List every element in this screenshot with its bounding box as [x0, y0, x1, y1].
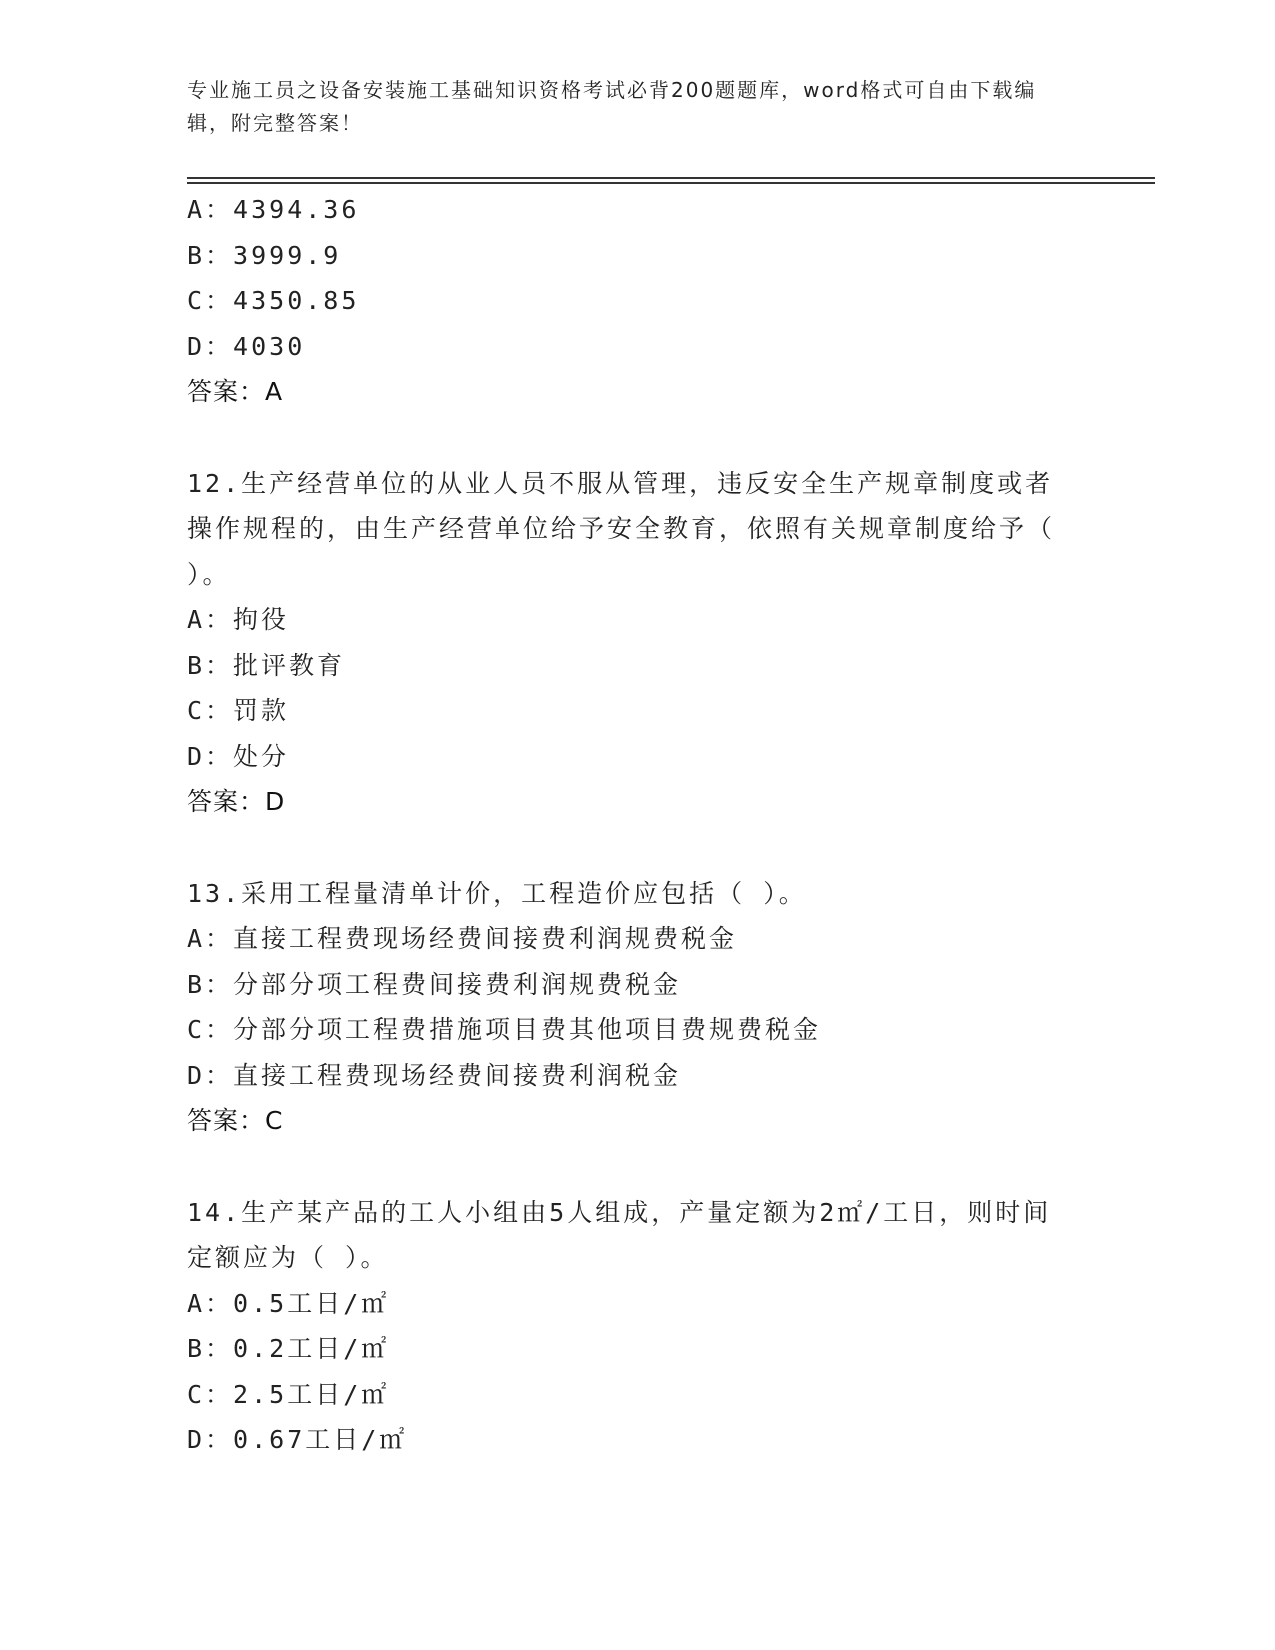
- question-12: [187, 461, 1087, 825]
- answer-line: 答案：C: [187, 1106, 284, 1135]
- question-13: [187, 871, 1087, 1144]
- option-a: A：直接工程费现场经费间接费利润规费税金: [187, 924, 738, 953]
- option-a: A：4394.36: [187, 195, 360, 224]
- question-text: 12.生产经营单位的从业人员不服从管理，违反安全生产规章制度或者操作规程的，由生产经营单位给予安全教育，依照有关规章制度给予（ ）。: [187, 468, 1056, 589]
- option-d: D：直接工程费现场经费间接费利润税金: [187, 1060, 682, 1090]
- option-c: C：4350.85: [187, 286, 360, 315]
- spacer: [187, 825, 1087, 871]
- question-list: [187, 187, 1087, 1463]
- answer-line: 答案：D: [187, 787, 286, 816]
- option-d: D：0.67工日/㎡: [187, 1425, 408, 1454]
- spacer: [187, 415, 1087, 461]
- option-c: C：罚款: [187, 696, 290, 725]
- header-divider-bottom: [187, 182, 1155, 184]
- answer-line: 答案：A: [187, 377, 284, 406]
- option-a: A：拘役: [187, 605, 290, 634]
- option-c: C：分部分项工程费措施项目费其他项目费规费税金: [187, 1015, 822, 1044]
- question-11: [187, 187, 1087, 415]
- option-c: C：2.5工日/㎡: [187, 1379, 390, 1409]
- option-b: B：3999.9: [187, 240, 342, 270]
- question-text: 13.采用工程量清单计价，工程造价应包括（ ）。: [187, 878, 807, 908]
- option-b: B：分部分项工程费间接费利润规费税金: [187, 969, 682, 999]
- option-b: B：批评教育: [187, 650, 346, 680]
- option-d: D：4030: [187, 331, 306, 361]
- spacer: [187, 1144, 1087, 1190]
- option-a: A：0.5工日/㎡: [187, 1288, 390, 1318]
- question-text: 14.生产某产品的工人小组由5人组成，产量定额为2㎡/工日，则时间定额应为（ ）。: [187, 1197, 1052, 1272]
- option-b: B：0.2工日/㎡: [187, 1334, 390, 1363]
- question-14: [187, 1190, 1087, 1463]
- header-divider-top: [187, 177, 1155, 179]
- document-header: 专业施工员之设备安装施工基础知识资格考试必背200题题库，word格式可自由下载编辑，附完整答案！: [187, 78, 1037, 135]
- option-d: D：处分: [187, 741, 290, 771]
